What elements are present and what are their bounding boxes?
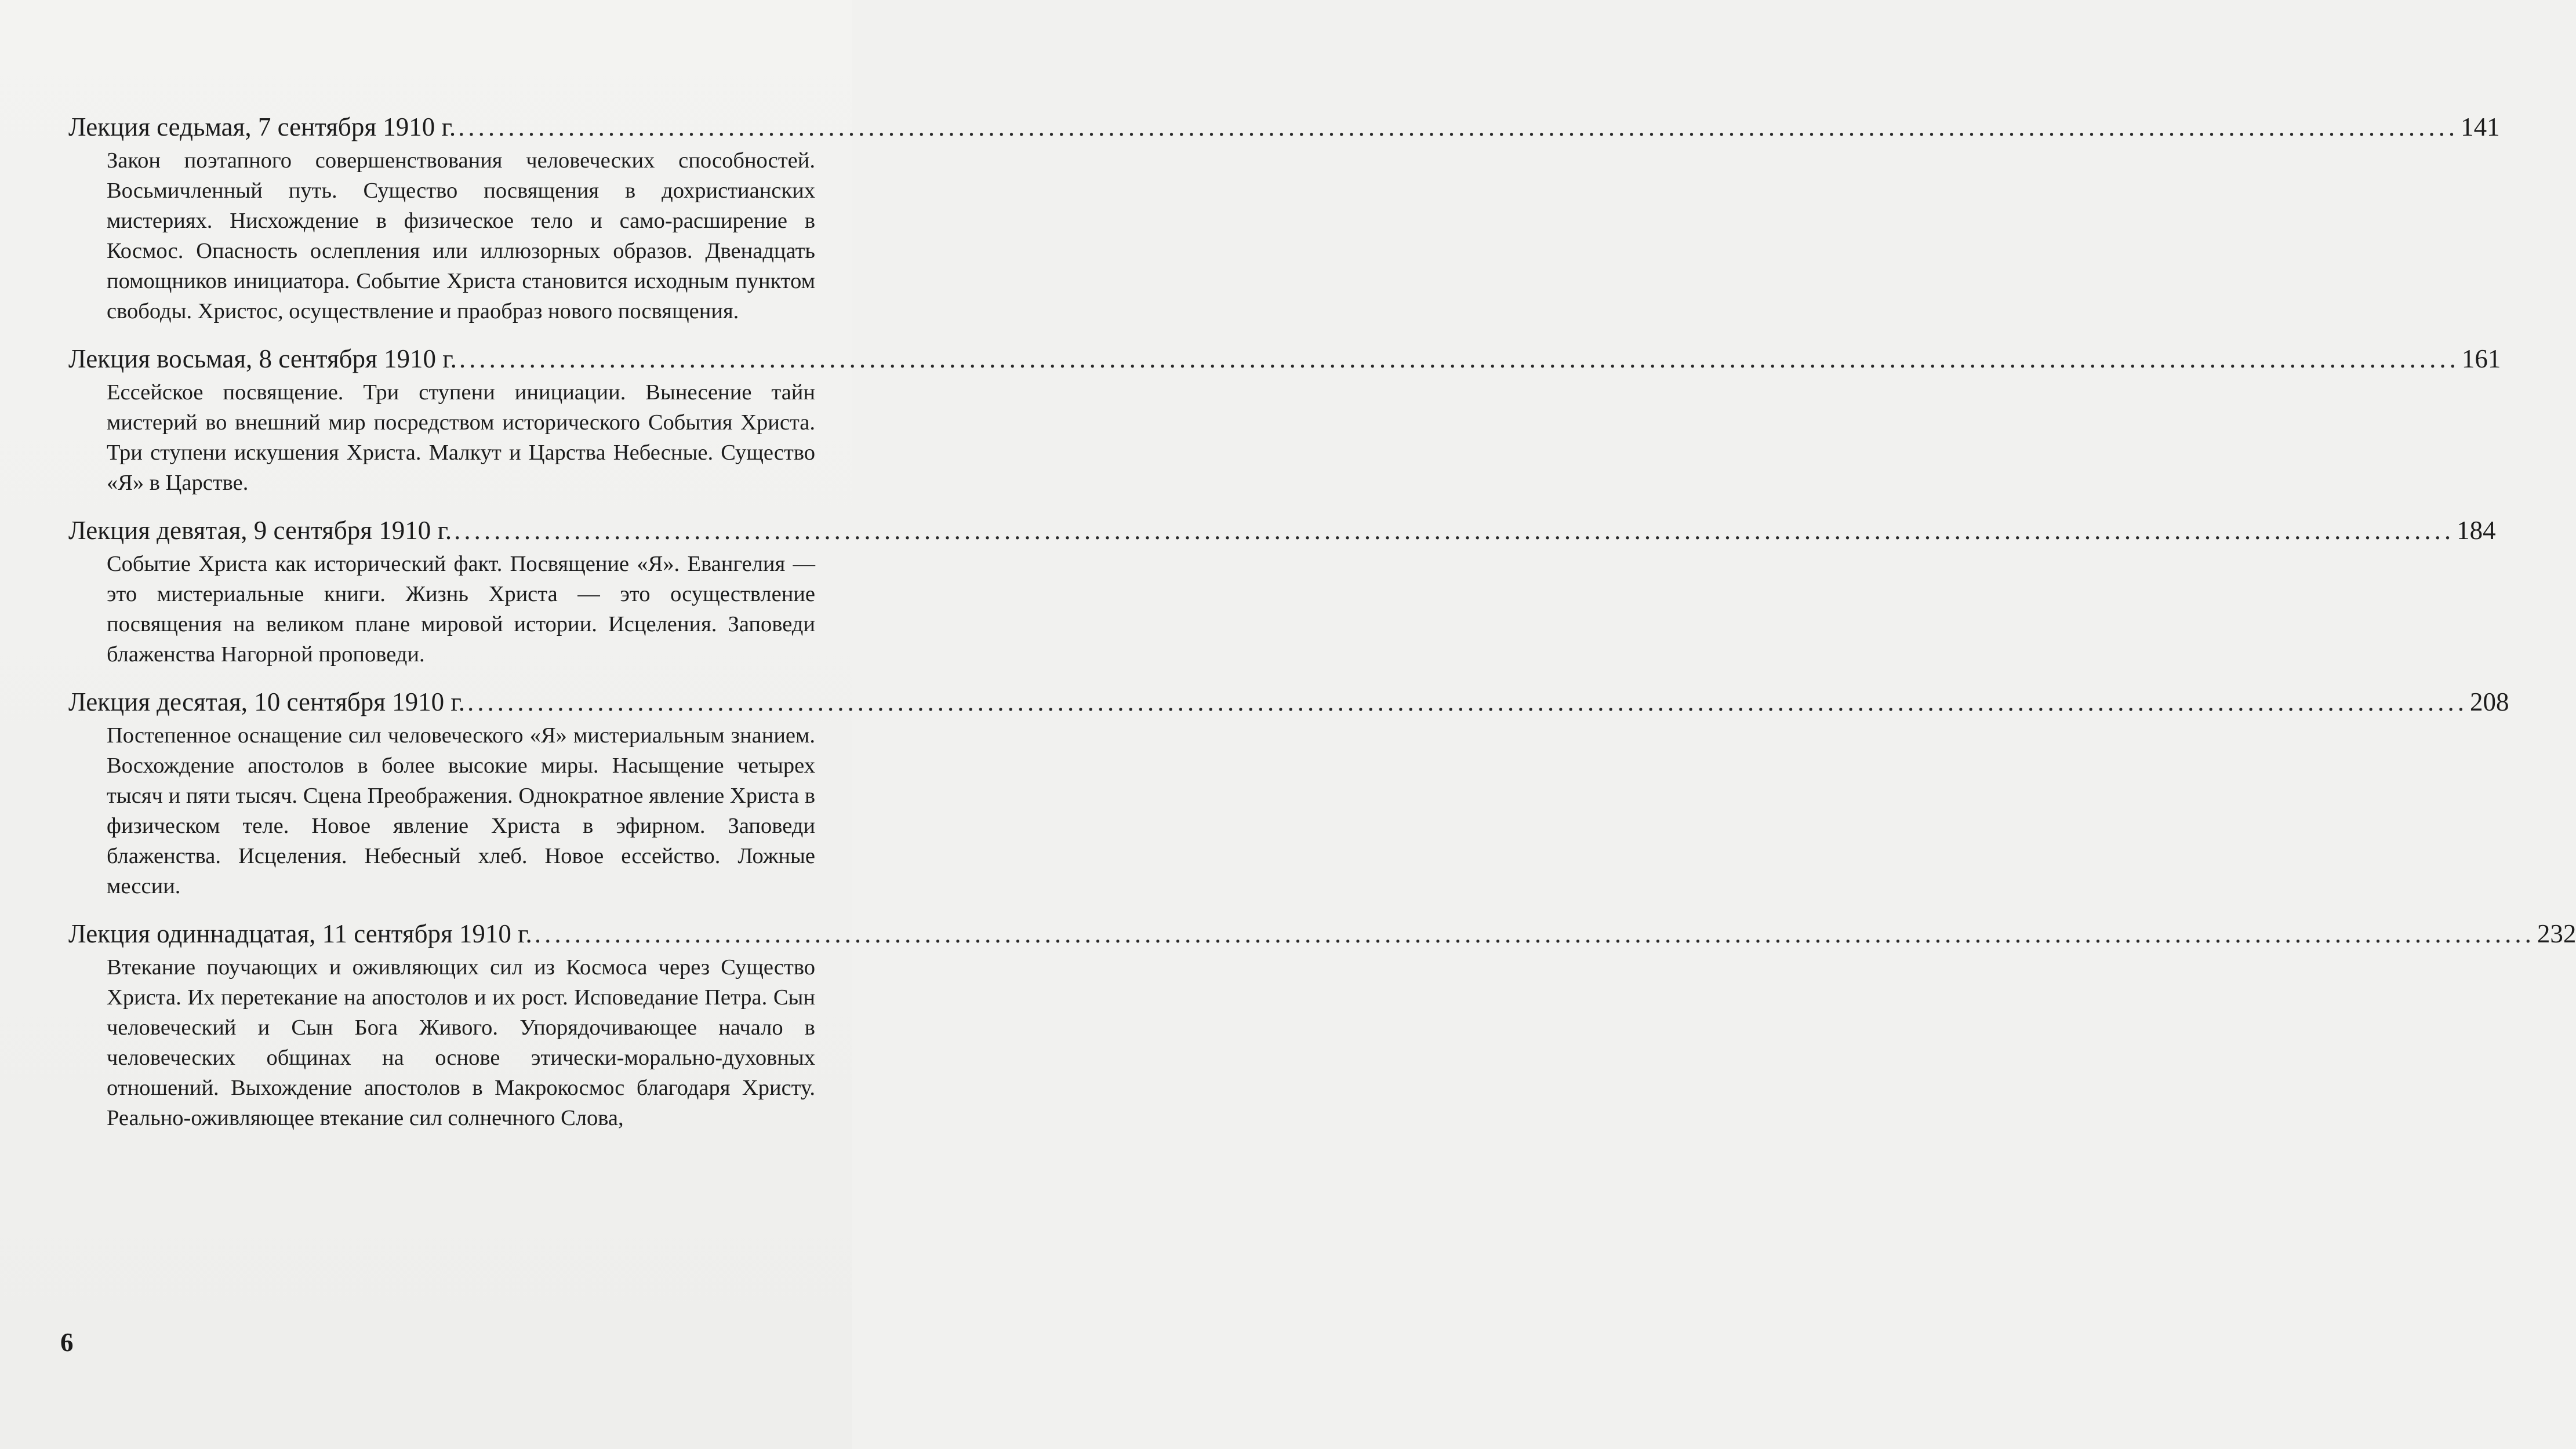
lecture-page-number: 141	[2461, 112, 2500, 141]
dot-leader: ........................................................................................................................................................................................................	[534, 919, 2535, 948]
lecture-page-number: 232	[2537, 919, 2576, 948]
toc-entry-heading	[68, 919, 2576, 949]
table-of-contents	[68, 112, 2576, 1151]
toc-entry-heading	[68, 515, 2496, 545]
dot-leader: ........................................................................................................................................................................................................	[454, 516, 2455, 545]
page-number: 6	[60, 1328, 74, 1357]
dot-leader: ........................................................................................................................................................................................................	[458, 112, 2459, 141]
toc-entry	[68, 112, 2500, 326]
lecture-summary: Закон поэтапного совершенствования человеческих способностей. Восьмичленный путь. Существо посвящения в дохристианских мистериях. Нисхождение в физическое тело и само-расширение в Космос. Опасность ослепления или иллюзорных образов. Двенадцать помощников инициатора. Событие Христа становится исходным пунктом свободы. Христос, осуществление и праобраз нового посвящения.	[107, 148, 815, 323]
lecture-title: Лекция восьмая, 8 сентября 1910 г.	[68, 344, 457, 373]
lecture-summary: Ессейское посвящение. Три ступени инициации. Вынесение тайн мистерий во внешний мир посредством исторического События Христа. Три ступени искушения Христа. Малкут и Царства Небесные. Существо «Я» в Царстве.	[107, 380, 815, 495]
dot-leader: ........................................................................................................................................................................................................	[467, 687, 2468, 716]
lecture-page-number: 208	[2470, 687, 2509, 716]
toc-entry	[68, 687, 2509, 901]
lecture-title: Лекция седьмая, 7 сентября 1910 г.	[68, 112, 456, 141]
toc-entry-heading	[68, 687, 2509, 717]
lecture-page-number: 184	[2457, 516, 2496, 545]
toc-entry-heading	[68, 112, 2500, 142]
toc-entry-heading	[68, 344, 2501, 374]
toc-entry	[68, 515, 2496, 669]
lecture-summary: Событие Христа как исторический факт. Посвящение «Я». Евангелия — это мистериальные книги. Жизнь Христа — это осуществление посвящения на великом плане мировой истории. Исцеления. Заповеди блаженства Нагорной проповеди.	[107, 552, 815, 667]
lecture-page-number: 161	[2461, 344, 2501, 373]
toc-entry	[68, 919, 2576, 1133]
dot-leader: ........................................................................................................................................................................................................	[459, 344, 2459, 373]
lecture-title: Лекция десятая, 10 сентября 1910 г.	[68, 687, 466, 716]
lecture-title: Лекция одиннадцатая, 11 сентября 1910 г.	[68, 919, 532, 948]
toc-entry	[68, 344, 2501, 498]
lecture-summary: Втекание поучающих и оживляющих сил из Космоса через Существо Христа. Их перетекание на апостолов и их рост. Исповедание Петра. Сын человеческий и Сын Бога Живого. Упорядочивающее начало в человеческих общинах на основе этически-морально-духовных отношений. Выхождение апостолов в Макрокосмос благодаря Христу. Реально-оживляющее втекание сил солнечного Слова,	[107, 955, 815, 1130]
lecture-title: Лекция девятая, 9 сентября 1910 г.	[68, 516, 452, 545]
lecture-summary: Постепенное оснащение сил человеческого «Я» мистериальным знанием. Восхождение апостолов в более высокие миры. Насыщение четырех тысяч и пяти тысяч. Сцена Преображения. Однократное явление Христа в физическом теле. Новое явление Христа в эфирном. Заповеди блаженства. Исцеления. Небесный хлеб. Новое ессейство. Ложные мессии.	[107, 723, 815, 898]
